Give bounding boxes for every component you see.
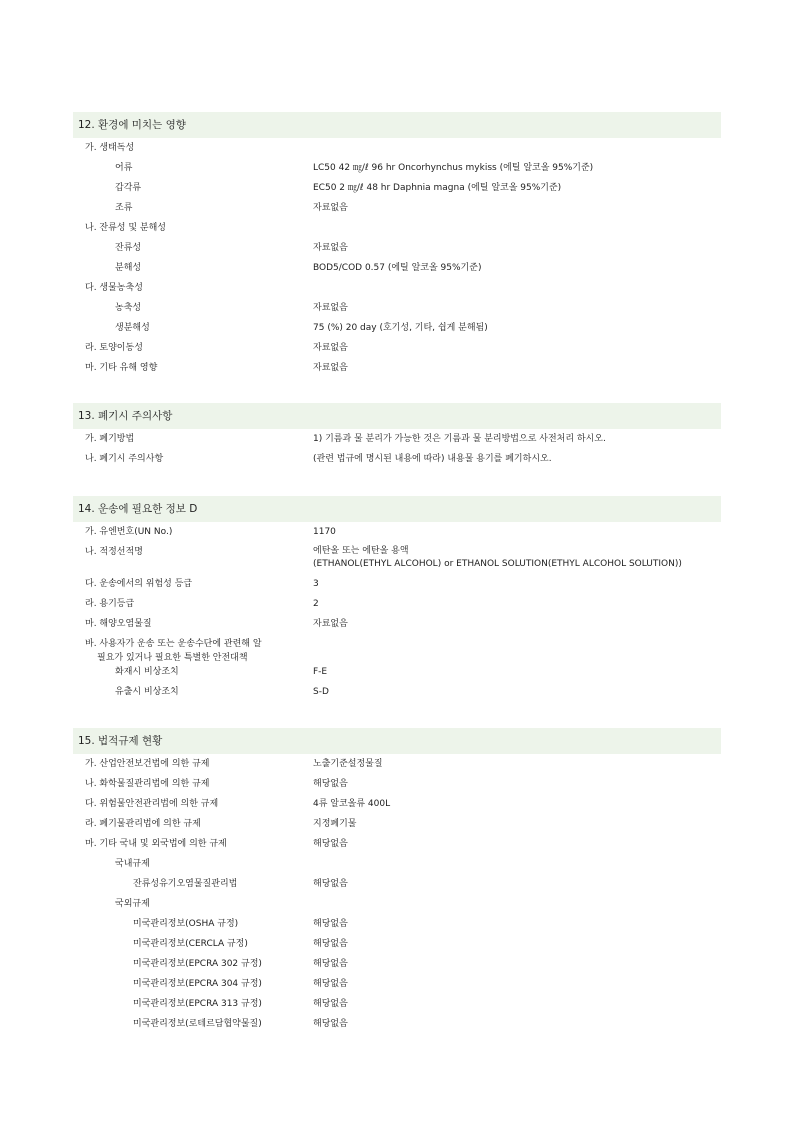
row-label: 라. 용기등급 [85,599,135,609]
row-soil-mobility [73,338,721,358]
row-dangerous-goods-act [73,794,721,814]
row-value: 지정폐기물 [313,819,357,829]
section-15-header: 15. 법적규제 현황 [73,728,721,754]
row-value: 1170 [313,527,336,537]
row-marine-pollutant [73,614,721,634]
row-fire-emergency [73,662,721,682]
row-osh-act [73,754,721,774]
shipping-name-line-2: (ETHANOL(ETHYL ALCOHOL) or ETHANOL SOLUTION(ETHYL ALCOHOL SOLUTION)) [313,559,682,569]
row-label: 화재시 비상조치 [115,667,179,677]
row-value: 해당없음 [313,979,348,989]
row-osha [73,914,721,934]
row-label: 미국관리정보(OSHA 규정) [133,919,239,929]
row-label: 다. 생물농축성 [85,283,143,293]
msds-page [73,112,721,1034]
row-biodegradation [73,318,721,338]
section-13 [73,403,721,469]
row-epcra-304 [73,974,721,994]
row-degradability [73,258,721,278]
row-label: 라. 토양이동성 [85,343,143,353]
row-value: LC50 42 ㎎/ℓ 96 hr Oncorhynchus mykiss (에틸 알코올 95%기준) [313,163,594,173]
row-value: 해당없음 [313,999,348,1009]
row-pops-act [73,874,721,894]
row-label: 마. 기타 유해 영향 [85,363,158,373]
row-value: (관련 법규에 명시된 내용에 따라) 내용물 용기를 폐기하시오. [313,454,552,464]
row-label: 국외규제 [115,899,150,909]
row-value: 1) 기름과 물 분리가 가능한 것은 기름과 물 분리방법으로 사전처리 하시오. [313,434,606,444]
row-value: 자료없음 [313,303,348,313]
row-label: 나. 적정선적명 [85,547,143,557]
row-label: 미국관리정보(로테르담협약물질) [133,1019,262,1029]
row-label: 미국관리정보(CERCLA 규정) [133,939,248,949]
section-14 [73,496,721,702]
row-label: 라. 폐기물관리법에 의한 규제 [85,819,201,829]
row-packing-group [73,594,721,614]
row-value: 해당없음 [313,1019,348,1029]
shipping-name-line-1: 에탄올 또는 에탄올 용액 [313,546,409,556]
row-bioaccumulation [73,298,721,318]
row-value: 해당없음 [313,939,348,949]
row-value: 자료없음 [313,203,348,213]
row-label: 분해성 [115,263,142,273]
row-value: 2 [313,599,319,609]
row-label: 조류 [115,203,133,213]
row-persistence [73,238,721,258]
row-label: 마. 해양오염물질 [85,619,152,629]
row-value [313,545,682,571]
row-value: F-E [313,667,328,677]
row-disposal-method [73,429,721,449]
row-label: 유출시 비상조치 [115,687,179,697]
section-15 [73,728,721,1034]
section-14-header: 14. 운송에 필요한 정보 D [73,496,721,522]
row-label: 마. 기타 국내 및 외국법에 의한 규제 [85,839,227,849]
row-cercla [73,934,721,954]
row-value: 4류 알코올류 400L [313,799,391,809]
row-label: 갑각류 [115,183,142,193]
row-chemical-control-act [73,774,721,794]
row-ecotoxicity [73,138,721,158]
row-bioaccumulation-header [73,278,721,298]
row-value: 3 [313,579,319,589]
row-value: 해당없음 [313,779,348,789]
row-disposal-precautions [73,449,721,469]
row-other-effects [73,358,721,378]
row-shipping-name [73,542,721,574]
row-label: 가. 유엔번호(UN No.) [85,527,173,537]
row-value: 노출기준설정물질 [313,759,383,769]
row-label: 다. 위험물안전관리법에 의한 규제 [85,799,219,809]
row-other-regulations [73,834,721,854]
row-label: 나. 폐기시 주의사항 [85,454,164,464]
row-epcra-313 [73,994,721,1014]
row-algae [73,198,721,218]
row-persistence-header [73,218,721,238]
section-13-header: 13. 폐기시 주의사항 [73,403,721,429]
row-value: 자료없음 [313,619,348,629]
row-international-header [73,894,721,914]
row-label: 잔류성유기오염물질관리법 [133,879,238,889]
row-label: 가. 폐기방법 [85,434,135,444]
row-label: 농축성 [115,303,142,313]
row-label: 어류 [115,163,133,173]
row-special-precautions [73,634,721,662]
special-precautions-line-2: 필요가 있거나 필요한 특별한 안전대책 [97,653,248,663]
row-label: 나. 화학물질관리법에 의한 규제 [85,779,210,789]
row-label: 잔류성 [115,243,142,253]
row-waste-act [73,814,721,834]
row-label: 다. 운송에서의 위험성 등급 [85,579,193,589]
row-epcra-302 [73,954,721,974]
row-value: 자료없음 [313,243,348,253]
row-value: 75 (%) 20 day (호기성, 기타, 쉽게 분해됨) [313,323,488,333]
row-value: 해당없음 [313,919,348,929]
section-12-header: 12. 환경에 미치는 영향 [73,112,721,138]
row-value: 해당없음 [313,959,348,969]
row-value: EC50 2 ㎎/ℓ 48 hr Daphnia magna (에틸 알코올 95%기준) [313,183,562,193]
row-label: 가. 산업안전보건법에 의한 규제 [85,759,210,769]
section-12 [73,112,721,378]
row-value: 해당없음 [313,879,348,889]
row-domestic-header [73,854,721,874]
row-label: 생분해성 [115,323,150,333]
row-label: 미국관리정보(EPCRA 302 규정) [133,959,262,969]
row-label: 국내규제 [115,859,150,869]
row-crustacea [73,178,721,198]
row-value: 자료없음 [313,363,348,373]
row-value: BOD5/COD 0.57 (에틸 알코올 95%기준) [313,263,482,273]
row-label: 미국관리정보(EPCRA 313 규정) [133,999,262,1009]
row-value: 해당없음 [313,839,348,849]
row-rotterdam [73,1014,721,1034]
row-hazard-class [73,574,721,594]
row-value: 자료없음 [313,343,348,353]
row-label: 가. 생태독성 [85,143,135,153]
special-precautions-line-1: 바. 사용자가 운송 또는 운송수단에 관련해 알 [85,639,262,649]
row-un-number [73,522,721,542]
row-spill-emergency [73,682,721,702]
row-value: S-D [313,687,329,697]
row-label [85,637,262,665]
row-label: 미국관리정보(EPCRA 304 규정) [133,979,262,989]
row-label: 나. 잔류성 및 분해성 [85,223,166,233]
row-fish [73,158,721,178]
